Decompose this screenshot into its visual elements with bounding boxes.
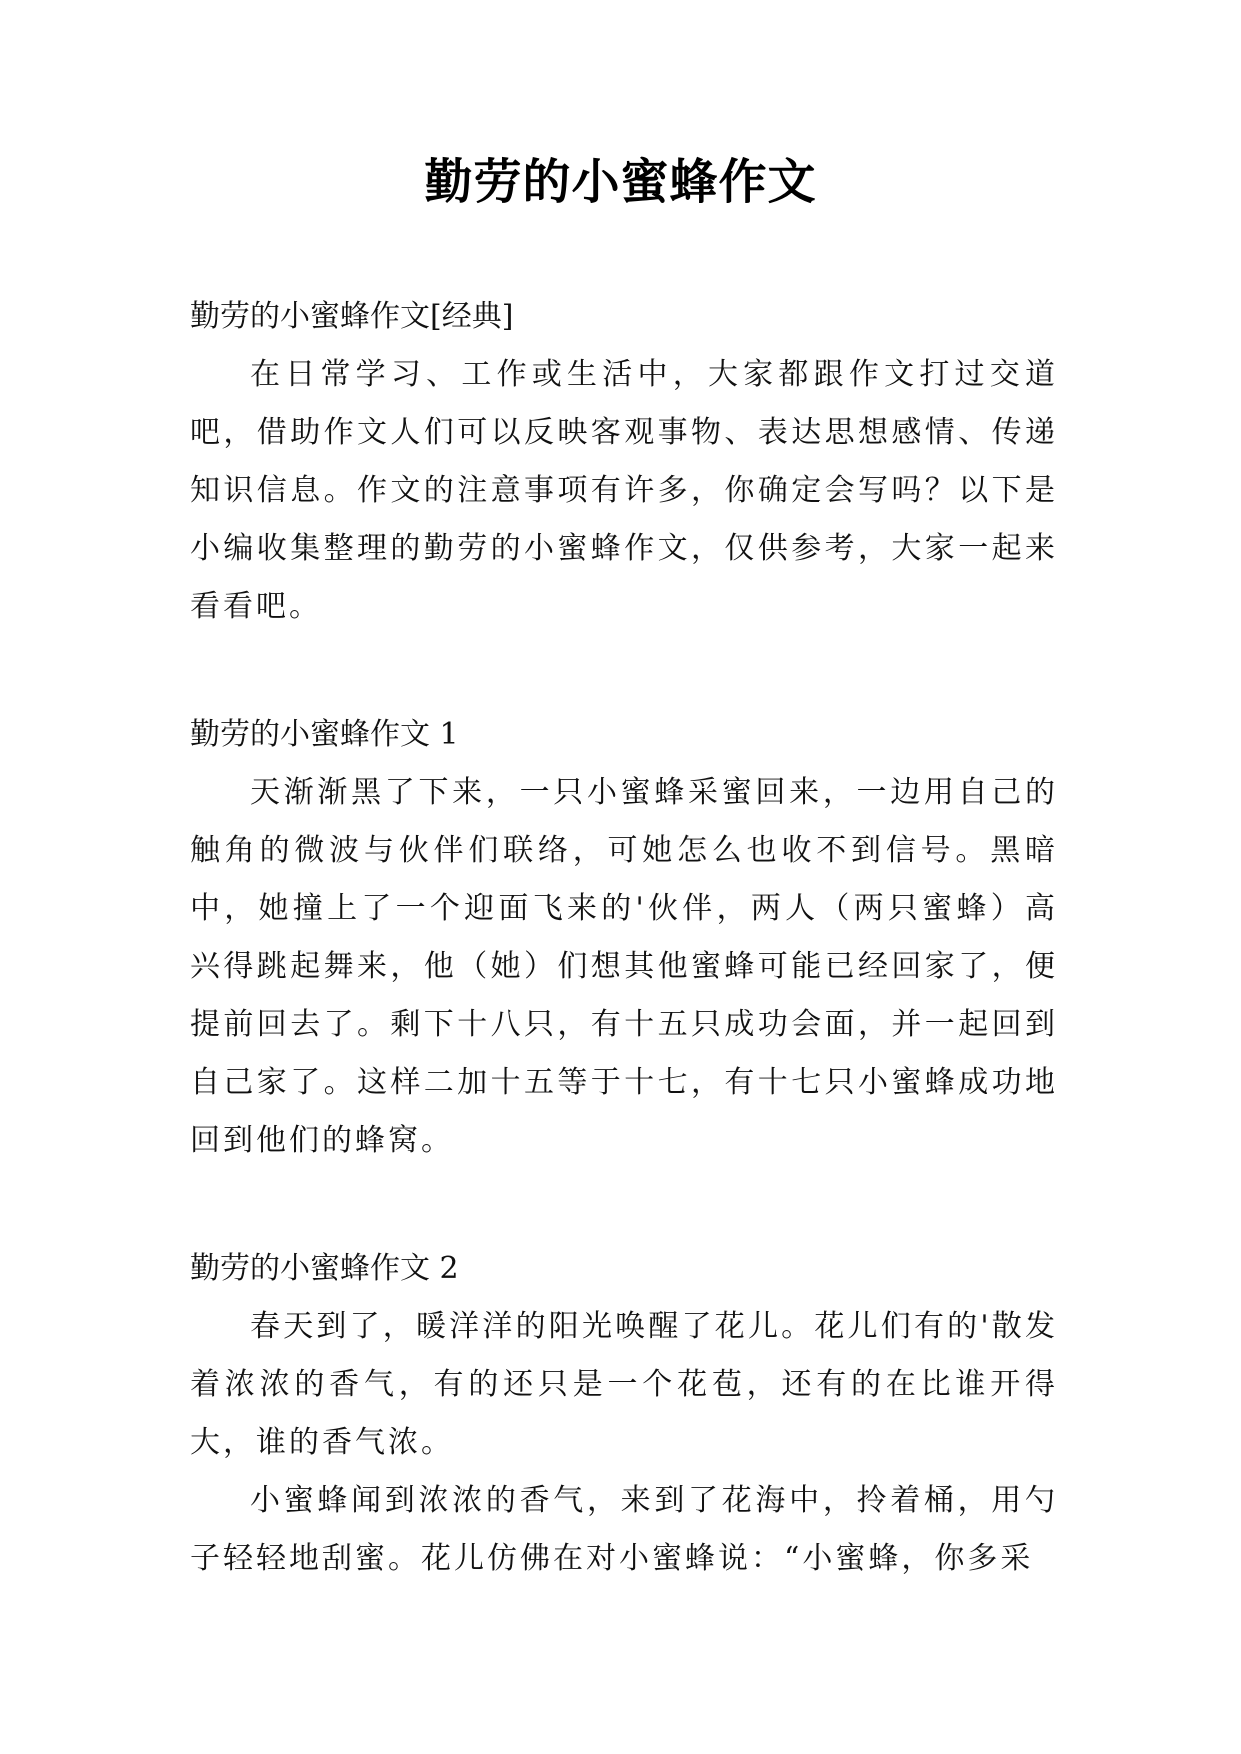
document-body xyxy=(190,288,1058,1588)
paragraph-intro: 在日常学习、工作或生活中，大家都跟作文打过交道吧，借助作文人们可以反映客观事物、表达思想感情、传递知识信息。作文的注意事项有许多，你确定会写吗？以下是小编收集整理的勤劳的小蜜蜂作文，仅供参考，大家一起来看看吧。 xyxy=(190,357,1058,624)
paragraph-essay-2b: 小蜜蜂闻到浓浓的香气，来到了花海中，拎着桶，用勺子轻轻地刮蜜。花儿仿佛在对小蜜蜂说：“小蜜蜂，你多采 xyxy=(190,1483,1058,1576)
section-heading-intro: 勤劳的小蜜蜂作文[经典] xyxy=(190,299,514,334)
paragraph-essay-1: 天渐渐黑了下来，一只小蜜蜂采蜜回来，一边用自己的触角的微波与伙伴们联络，可她怎么也收不到信号。黑暗中，她撞上了一个迎面飞来的'伙伴，两人（两只蜜蜂）高兴得跳起舞来，他（她）们想其他蜜蜂可能已经回家了，便提前回去了。剩下十八只，有十五只成功会面，并一起回到自己家了。这样二加十五等于十七，有十七只小蜜蜂成功地回到他们的蜂窝。 xyxy=(190,775,1058,1158)
document-title: 勤劳的小蜜蜂作文 xyxy=(424,154,817,210)
section-spacer xyxy=(190,1170,1058,1240)
paragraph-essay-2a: 春天到了，暖洋洋的阳光唤醒了花儿。花儿们有的'散发着浓浓的香气，有的还只是一个花苞，还有的在比谁开得大，谁的香气浓。 xyxy=(190,1309,1058,1460)
section-heading-1: 勤劳的小蜜蜂作文 1 xyxy=(190,717,459,752)
section-spacer xyxy=(190,636,1058,706)
section-heading-2: 勤劳的小蜜蜂作文 2 xyxy=(190,1251,459,1286)
